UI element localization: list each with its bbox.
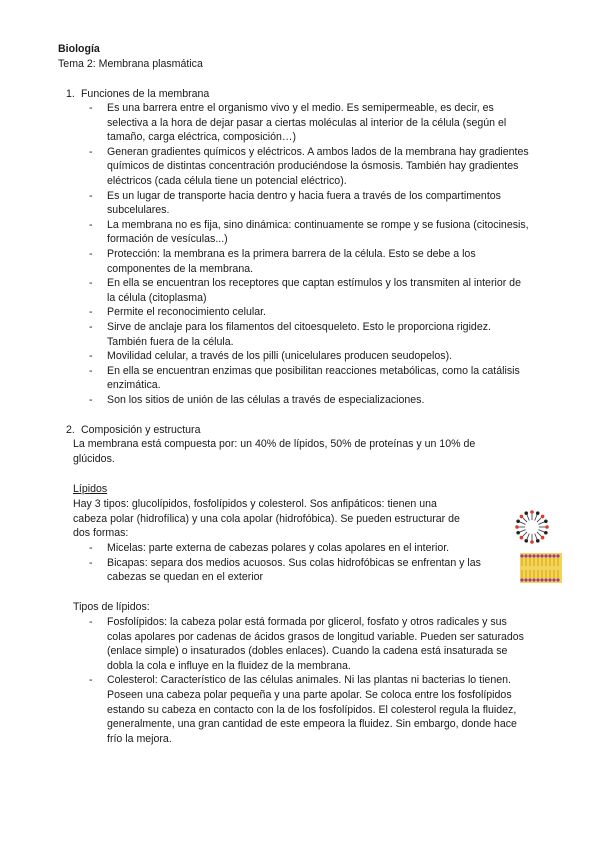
- structures-list: [89, 541, 509, 585]
- bilayer-head: [552, 554, 555, 557]
- bilayer-head: [532, 578, 535, 581]
- micelle-head: [541, 536, 545, 540]
- list-item: - La membrana no es fija, sino dinámica: continuamente se rompe y se fusiona (citocinesis, formación de vesículas...): [89, 218, 529, 247]
- bilayer-head: [556, 554, 559, 557]
- bilayer-head: [524, 578, 527, 581]
- lipids-text: Hay 3 tipos: glucolípidos, fosfolípidos y colesterol. Sos anfipáticos: tienen una cabeza polar (hidrofílica) y una cola apolar (hidrofóbica). Se pueden estructurar de dos formas:: [73, 498, 460, 540]
- bilayer-head: [520, 554, 523, 557]
- list-item: - Movilidad celular, a través de los pilli (unicelulares producen seudopelos).: [89, 349, 529, 364]
- list-item: - Son los sitios de unión de las células a través de especializaciones.: [89, 393, 529, 408]
- bilayer-head: [520, 578, 523, 581]
- list-item: - Protección: la membrana es la primera barrera de la célula. Esto se debe a los componentes de la membrana.: [89, 247, 529, 276]
- micelle-icon: [514, 509, 550, 545]
- micelle-head: [536, 539, 540, 543]
- composition-intro: La membrana está compuesta por: un 40% de lípidos, 50% de proteínas y un 10% de glúcidos.: [73, 438, 476, 465]
- micelle-head: [536, 511, 540, 515]
- bilayer-head: [556, 578, 559, 581]
- section1-list: [89, 101, 529, 407]
- list-item: - Es una barrera entre el organismo vivo y el medio. Es semipermeable, es decir, es selectiva a la hora de dejar pasar a ciertas moléculas al interior de la célula (según el tamaño, carga eléctrica, composición…): [89, 101, 529, 145]
- document-subtitle: Tema 2: Membrana plasmática: [58, 58, 203, 70]
- micelle-head: [530, 510, 534, 514]
- lipids-heading: Lípidos: [73, 483, 108, 495]
- document-title: Biología: [58, 43, 100, 55]
- bilayer-head: [540, 554, 543, 557]
- bilayer-head: [536, 554, 539, 557]
- micelle-head: [530, 540, 534, 544]
- list-item: - Permite el reconocimiento celular.: [89, 305, 529, 320]
- bilayer-head: [544, 554, 547, 557]
- section2-number: 2.: [66, 424, 75, 436]
- bilayer-head: [528, 554, 531, 557]
- list-item: - Fosfolípidos: la cabeza polar está formada por glicerol, fosfato y otros radicales y sus colas apolares por cadenas de ácidos grasos de longitud variable. Pueden ser saturados (enlace simple) o insaturados (dobles enlaces). Cuando la cadena está insaturada se dobla la cola e influye en la fluidez de la membrana.: [89, 615, 529, 673]
- list-item: - En ella se encuentran enzimas que posibilitan reacciones metabólicas, como la catálisis enzimática.: [89, 364, 529, 393]
- lipid-types-list: [89, 615, 529, 746]
- micelle-head: [545, 525, 549, 529]
- section1-number: 1.: [66, 88, 75, 100]
- bilayer-head: [540, 578, 543, 581]
- section1-title: Funciones de la membrana: [80, 88, 210, 100]
- list-item: - Es un lugar de transporte hacia dentro y hacia fuera a través de los compartimentos subcelulares.: [89, 189, 529, 218]
- bilayer-head: [552, 578, 555, 581]
- micelle-head: [541, 515, 545, 519]
- list-item: - Micelas: parte externa de cabezas polares y colas apolares en el interior.: [89, 541, 509, 556]
- list-item: - Colesterol: Característico de las células animales. Ni las plantas ni bacterias lo tienen. Poseen una cabeza polar pequeña y una parte apolar. Se coloca entre los fosfolípidos estando su cabeza en contacto con la de los fosfolípidos. El colesterol regula la fluidez, generalmente, una gran cantidad de este empeora la fluidez. Sin embargo, donde hace frío la mejora.: [89, 673, 529, 746]
- micelle-head: [544, 519, 548, 523]
- micelle-head: [516, 519, 520, 523]
- lipid-types-heading: Tipos de lípidos:: [73, 601, 150, 613]
- bilayer-head: [528, 578, 531, 581]
- micelle-head: [515, 525, 519, 529]
- list-item: - En ella se encuentran los receptores que captan estímulos y los transmiten al interior de la célula (citoplasma): [89, 276, 529, 305]
- micelle-head: [524, 539, 528, 543]
- list-item: - Sirve de anclaje para los filamentos del citoesqueleto. Esto le proporciona rigidez. También fuera de la célula.: [89, 320, 529, 349]
- bilayer-head: [524, 554, 527, 557]
- bilayer-head: [536, 578, 539, 581]
- section1-heading: [66, 87, 209, 102]
- section2-title: Composición y estructura: [80, 424, 201, 436]
- bilayer-head: [532, 554, 535, 557]
- list-item: - Bicapas: separa dos medios acuosos. Sus colas hidrofóbicas se enfrentan y las cabezas se quedan en el exterior: [89, 556, 509, 585]
- micelle-head: [520, 536, 524, 540]
- bilayer-head: [548, 578, 551, 581]
- section2-heading: [66, 423, 200, 438]
- micelle-head: [524, 511, 528, 515]
- bilayer-head: [544, 578, 547, 581]
- micelle-head: [520, 515, 524, 519]
- list-item: - Generan gradientes químicos y eléctricos. A ambos lados de la membrana hay gradientes químicos de distintas concentración produciéndose la ósmosis. También hay gradientes eléctricos (cada célula tiene un potencial eléctrico).: [89, 145, 529, 189]
- bilayer-head: [548, 554, 551, 557]
- micelle-head: [544, 531, 548, 535]
- micelle-head: [516, 531, 520, 535]
- bilayer-icon: [520, 553, 562, 583]
